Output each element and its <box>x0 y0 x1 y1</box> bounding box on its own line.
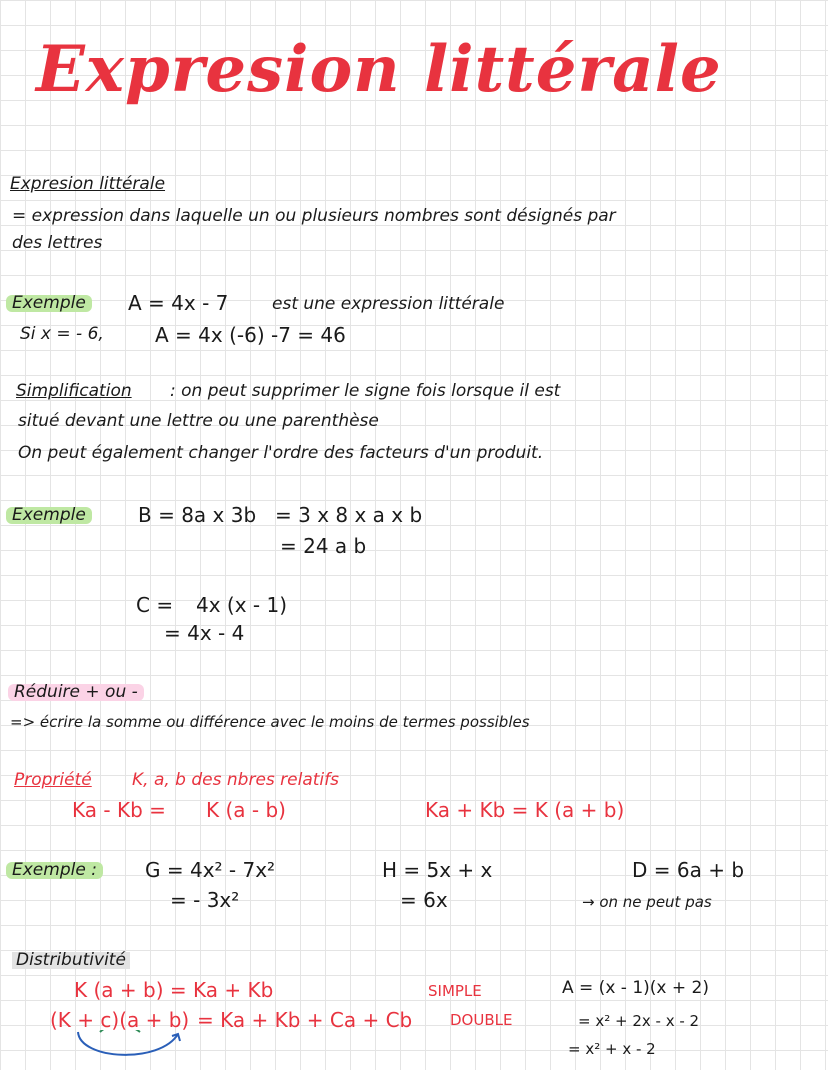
double-distributivity-right: = Ka + Kb + Ca + Cb <box>197 1008 413 1032</box>
simplification-line-1: : on peut supprimer le signe fois lorsque il est <box>170 381 561 401</box>
property-label: Propriété <box>14 770 92 790</box>
property-formula-2: Ka + Kb = K (a + b) <box>425 798 625 822</box>
example-label: Exemple <box>6 507 92 524</box>
expression-h-line-1: H = 5x + x <box>382 858 493 882</box>
example-1-calculation: A = 4x (-6) -7 = 46 <box>155 323 346 347</box>
distributivity-example-line-1: A = (x - 1)(x + 2) <box>562 978 709 998</box>
example-1-condition: Si x = - 6, <box>20 324 104 344</box>
simple-label: SIMPLE <box>428 982 482 1000</box>
simple-distributivity-formula: K (a + b) = Ka + Kb <box>74 978 274 1002</box>
distributivity-example-line-3: = x² + x - 2 <box>568 1040 656 1058</box>
property-intro: K, a, b des nbres relatifs <box>132 770 339 790</box>
reduce-line: => écrire la somme ou différence avec le moins de termes possibles <box>10 713 530 731</box>
example-label: Exemple : <box>6 862 103 879</box>
double-label: DOUBLE <box>450 1011 513 1029</box>
expression-c-line-1: 4x (x - 1) <box>196 593 288 617</box>
property-formula-1-result: K (a - b) <box>206 798 286 822</box>
simplification-heading: Simplification <box>16 381 132 401</box>
simplification-line-2: situé devant une lettre ou une parenthèse <box>18 411 379 431</box>
expression-b-line-1: B = 8a x 3b <box>138 503 257 527</box>
example-1-description: est une expression littérale <box>272 294 505 314</box>
definition-line-1: = expression dans laquelle un ou plusieurs nombres sont désignés par <box>12 206 616 226</box>
expression-h-line-2: = 6x <box>400 888 448 912</box>
example-label: Exemple <box>6 295 92 312</box>
reduce-heading: Réduire + ou - <box>8 684 144 701</box>
definition-heading: Expresion littérale <box>10 174 166 194</box>
distributivity-example-line-2: = x² + 2x - x - 2 <box>578 1012 700 1030</box>
expression-b-line-2: = 3 x 8 x a x b <box>275 503 423 527</box>
expression-g-line-2: = - 3x² <box>170 888 240 912</box>
expression-b-line-3: = 24 a b <box>280 534 367 558</box>
expression-c-line-2: = 4x - 4 <box>164 621 245 645</box>
definition-line-2: des lettres <box>12 233 103 253</box>
page-title: Expresion littérale <box>36 32 722 107</box>
example-1-expression: A = 4x - 7 <box>128 291 229 315</box>
simplification-line-3: On peut également changer l'ordre des facteurs d'un produit. <box>18 443 544 463</box>
expression-c-label: C = <box>136 593 174 617</box>
property-formula-1: Ka - Kb = <box>72 798 166 822</box>
expression-g-line-1: G = 4x² - 7x² <box>145 858 276 882</box>
expression-d-line-1: D = 6a + b <box>632 858 745 882</box>
expression-d-note: → on ne peut pas <box>582 893 712 911</box>
distributivity-heading: Distributivité <box>12 952 130 969</box>
double-distributivity-left: (K + c)(a + b) <box>50 1008 190 1032</box>
distribution-arrows-icon <box>60 1030 260 1070</box>
